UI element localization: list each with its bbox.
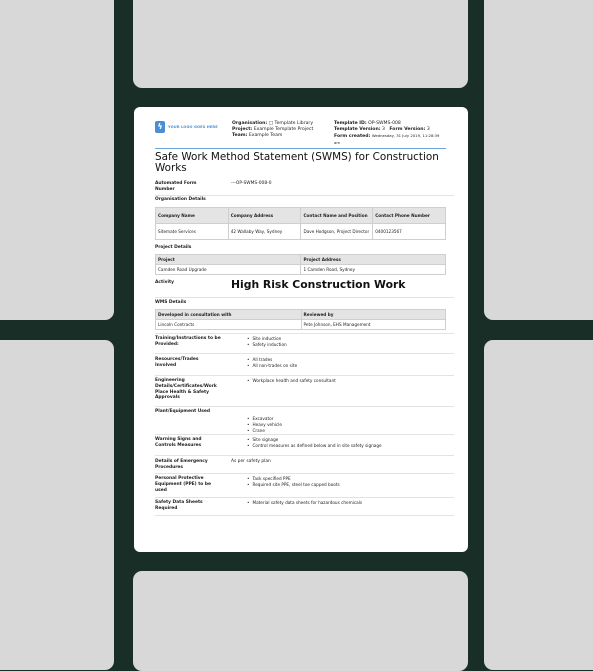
organisation-details-heading: Organisation Details [155, 197, 206, 202]
list-item: • Control measures as defined below and in site safety signage [247, 443, 382, 449]
header-meta-left [232, 121, 327, 139]
logo-text: YOUR LOGO GOES HERE [168, 125, 218, 129]
warning-list [247, 437, 382, 449]
engineering-list [247, 378, 336, 384]
table-cell: 0400123567 [373, 224, 446, 240]
table-cell: Pete Johnson, EHS Management [301, 320, 446, 330]
table-header: Project [156, 255, 301, 265]
engineering-label: Engineering Details/Certificates/Work Place Health & Safety Approvals [155, 378, 217, 401]
automated-form-number-value: ---OP-SWMS-008-0 [231, 181, 272, 186]
form-version-label: Form Version: [389, 127, 426, 132]
list-item: • Workplace health and safety consultant [247, 378, 336, 384]
divider [155, 434, 454, 435]
project-details-table [155, 254, 446, 275]
training-list [247, 336, 287, 348]
divider [155, 333, 454, 334]
emergency-value: As per safety plan [231, 459, 271, 464]
activity-value: High Risk Construction Work [231, 278, 406, 291]
table-header: Contact Name and Position [301, 208, 373, 224]
divider [155, 353, 454, 354]
table-header: Reviewed by [301, 310, 446, 320]
template-version-value: 3 [382, 127, 385, 132]
resources-label: Resources/Trades Involved [155, 357, 199, 368]
document-page [134, 107, 468, 552]
logo [155, 121, 218, 133]
resources-list [247, 357, 297, 369]
table-header: Developed in consultation with [156, 310, 302, 320]
project-label: Project: [232, 127, 253, 132]
list-item: • Safety induction [247, 342, 287, 348]
lightning-icon: ϟ [155, 121, 165, 133]
form-created-value: Wednesday, 31 July 2019, 11:28:39 am [334, 133, 440, 145]
emergency-label: Details of Emergency Procedures [155, 459, 208, 470]
table-cell: Dave Hodgson, Project Director [301, 224, 373, 240]
template-id-label: Template ID: [334, 121, 367, 126]
background-page-top-center [133, 0, 468, 88]
divider [155, 406, 454, 407]
list-item: • Task specified PPE [247, 476, 340, 482]
header-meta-right [334, 121, 446, 147]
warning-label: Warning Signs and Controls Measures [155, 437, 202, 448]
wms-details-heading: WMS Details [155, 300, 187, 305]
table-cell: 1 Camden Road, Sydney [301, 265, 446, 275]
list-item: • Crane [247, 428, 282, 434]
header-divider [155, 148, 446, 149]
table-header: Project Address [301, 255, 446, 265]
form-version-value: 3 [426, 127, 430, 132]
organisation-details-table [155, 207, 446, 240]
table-cell: Camden Road Upgrade [156, 265, 301, 275]
page-title: Safe Work Method Statement (SWMS) for Construction Works [155, 151, 439, 174]
background-page-top-left [0, 0, 114, 320]
list-item: • Material safety data sheets for hazardous chemicals [247, 500, 362, 506]
sds-label: Safety Data Sheets Required [155, 500, 203, 511]
project-details-heading: Project Details [155, 245, 192, 250]
list-item: • Site induction [247, 336, 287, 342]
list-item: • All non-trades on site [247, 363, 297, 369]
background-page-bottom-left [0, 340, 114, 670]
ppe-list [247, 476, 340, 488]
team-value: Example Team [248, 133, 283, 138]
table-cell: 42 Wallaby Way, Sydney [228, 224, 301, 240]
wms-details-table [155, 309, 446, 330]
list-item: • Required site PPE, steel toe capped boots [247, 482, 340, 488]
divider [155, 375, 454, 376]
ppe-label: Personal Protective Equipment (PPE) to be used [155, 476, 211, 493]
divider [155, 497, 454, 498]
table-header: Contact Phone Number [373, 208, 446, 224]
divider [155, 473, 454, 474]
team-label: Team: [232, 133, 248, 138]
template-id-value: OP-SWMS-008 [368, 121, 401, 126]
form-created-label: Form created: [334, 134, 371, 139]
template-version-label: Template Version: [334, 127, 381, 132]
list-item: • All trades [247, 357, 297, 363]
table-header: Company Address [228, 208, 301, 224]
list-item: • Site signage [247, 437, 382, 443]
activity-label: Activity [155, 280, 174, 285]
training-label: Training/Instructions to be Provided: [155, 336, 221, 347]
automated-form-number-label: Automated Form Number [155, 181, 197, 192]
divider [155, 195, 454, 196]
sds-list [247, 500, 362, 506]
divider [155, 455, 454, 456]
table-header: Company Name [156, 208, 229, 224]
divider [155, 297, 454, 298]
background-page-top-right [484, 0, 593, 320]
list-item: • Excavator [247, 416, 282, 422]
project-value: Example Template Project [253, 127, 314, 132]
plant-list [247, 416, 282, 434]
org-value: □ Template Library [268, 121, 314, 126]
background-page-bottom-right [484, 340, 593, 670]
table-cell: Sitemate Services [156, 224, 229, 240]
plant-label: Plant/Equipment Used [155, 409, 211, 414]
org-label: Organisation: [232, 121, 268, 126]
list-item: • Heavy vehicle [247, 422, 282, 428]
background-page-bottom-center [133, 571, 468, 671]
divider [155, 515, 454, 516]
table-cell: Lincoln Contracts [156, 320, 302, 330]
